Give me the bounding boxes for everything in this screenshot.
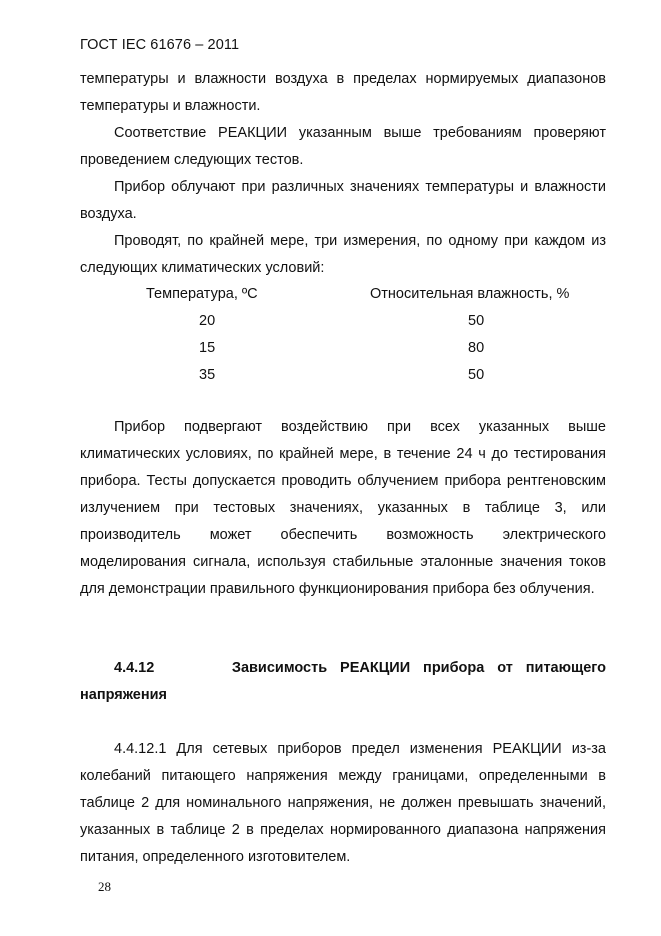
intro-block [80,66,606,282]
table-row [80,335,606,362]
paragraph-exposure: Прибор подвергают воздействию при всех указанных выше климатических условиях, по крайней мере, в течение 24 ч до тестирования прибора. Тесты допускается проводить облучением прибора рентгеновским излучением при тестовых значениях, указанных в таблице 3, или производитель может обеспечить возможность электрического моделирования сигнала, используя стабильные эталонные значения токов для демонстрации правильного функционирования прибора без облучения. [80,419,606,597]
paragraph-irradiation: Прибор облучают при различных значениях температуры и влажности воздуха. [80,179,606,222]
after-table-block [80,414,606,603]
cell-humidity: 50 [468,367,485,383]
cell-humidity: 50 [468,313,485,329]
table-row [80,362,606,389]
section-title-part1: Зависимость РЕАКЦИИ прибора от питающего [231,660,606,676]
page-number: 28 [98,879,111,894]
cell-temperature: 20 [199,313,216,329]
section-title-part2: напряжения [80,687,167,703]
section-number: 4.4.12 [114,660,155,676]
paragraph-compliance: Соответствие РЕАКЦИИ указанным выше требованиям проверяют проведением следующих тестов. [80,125,606,168]
paragraph-measurements: Проводят, по крайней мере, три измерения, по одному при каждом из следующих климатических условий: [80,233,606,276]
clause-block [80,736,606,871]
climate-conditions-table [80,281,606,389]
paragraph-continuation: температуры и влажности воздуха в пределах нормируемых диапазонов температуры и влажности. [80,71,606,114]
section-heading [80,655,606,709]
cell-temperature: 15 [199,340,216,356]
paragraph-clause-4-4-12-1: 4.4.12.1 Для сетевых приборов предел изменения РЕАКЦИИ из-за колебаний питающего напряжения между границами, определенными в таблице 2 для номинального напряжения, не должен превышать значений, указанных в таблице 2 в пределах нормированного диапазона напряжения питания, определенного изготовителем. [80,741,606,865]
cell-humidity: 80 [468,340,485,356]
cell-temperature: 35 [199,367,216,383]
section-heading-line1 [80,655,606,682]
column-header-humidity: Относительная влажность, % [370,286,570,302]
document-header: ГОСТ IEC 61676 – 2011 [80,37,240,53]
table-header-row [80,281,606,308]
table-row [80,308,606,335]
column-header-temperature: Температура, ºС [146,286,258,302]
